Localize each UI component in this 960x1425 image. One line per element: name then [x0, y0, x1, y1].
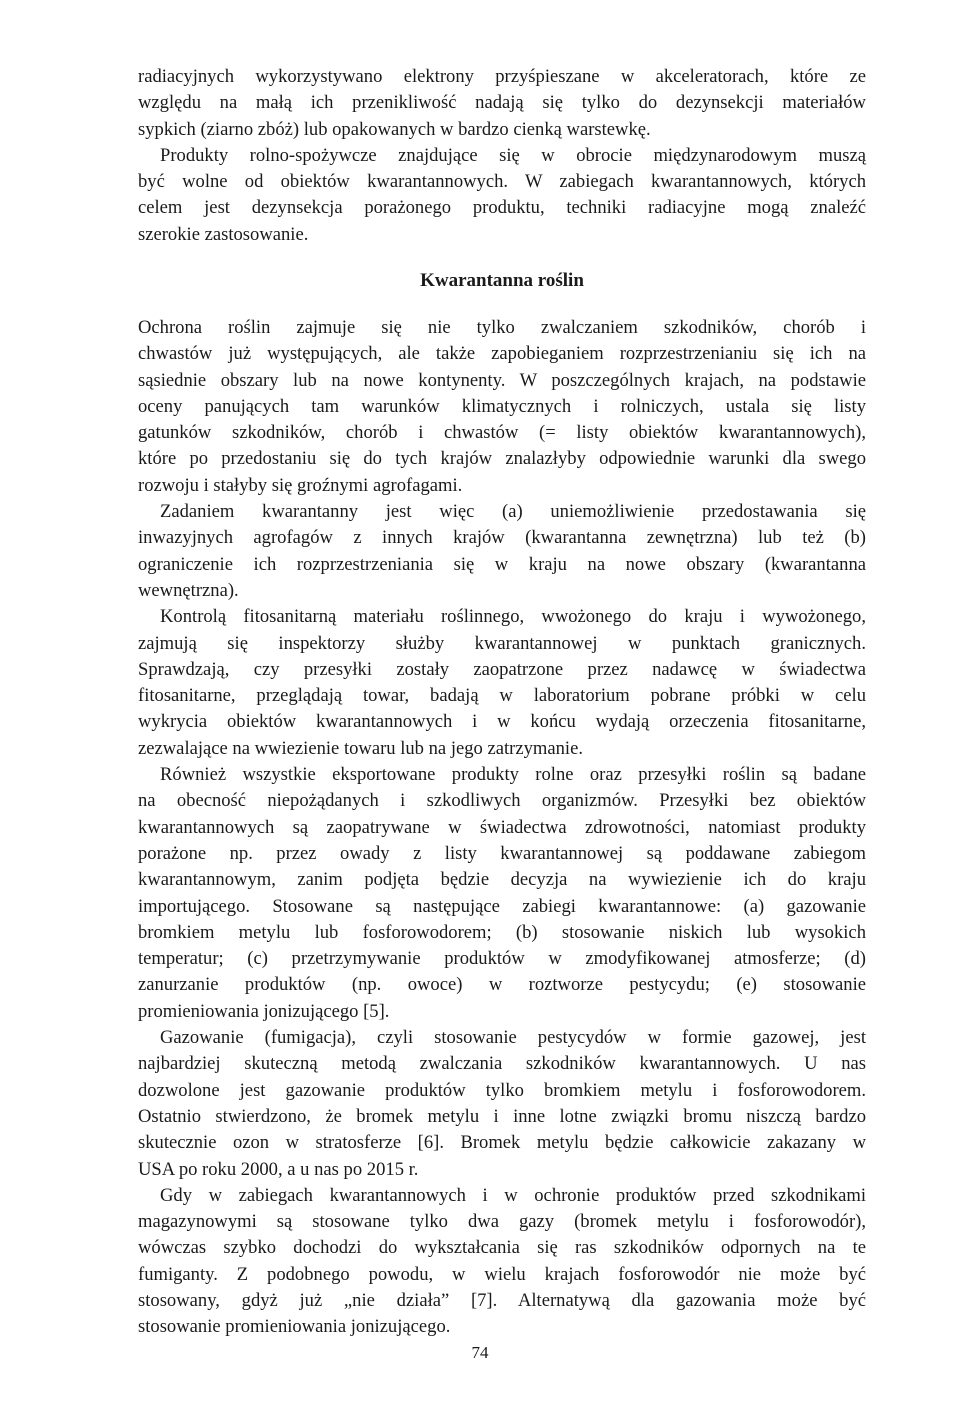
text-line: na obecność niepożądanych i szkodliwych organizmów. Przesyłki bez obiektów	[138, 790, 866, 812]
text-line: Również wszystkie eksportowane produkty rolne oraz przesyłki roślin są badane	[160, 764, 866, 786]
text-line: temperatur; (c) przetrzymywanie produktów w zmodyfikowanej atmosferze; (d)	[138, 948, 866, 970]
text-line: sąsiednie obszary lub na nowe kontynenty. W poszczególnych krajach, na podstawie	[138, 369, 866, 391]
text-line: Ochrona roślin zajmuje się nie tylko zwalczaniem szkodników, chorób i	[138, 317, 866, 338]
text-line: Produkty rolno-spożywcze znajdujące się w obrocie międzynarodowym muszą	[160, 144, 866, 166]
text-line: wewnętrzna).	[138, 579, 239, 601]
text-line: fitosanitarne, przeglądają towar, badają w laboratorium pobrane próbki w celu	[138, 685, 866, 707]
text-line: być wolne od obiektów kwarantannowych. W zabiegach kwarantannowych, których	[138, 171, 866, 193]
text-line: gatunków szkodników, chorób i chwastów (= listy obiektów kwarantannowych),	[138, 422, 866, 444]
text-line: dozwolone jest gazowanie produktów tylko bromkiem metylu i fosforowodorem.	[138, 1079, 866, 1101]
text-line: Gazowanie (fumigacja), czyli stosowanie pestycydów w formie gazowej, jest	[160, 1027, 866, 1049]
text-line: zezwalające na wwiezienie towaru lub na jego zatrzymanie.	[138, 737, 583, 759]
text-line: bromkiem metylu lub fosforowodorem; (b) stosowanie niskich lub wysokich	[138, 921, 866, 943]
text-line: najbardziej skuteczną metodą zwalczania szkodników kwarantannowych. U nas	[138, 1053, 866, 1075]
section-heading: Kwarantanna roślin	[420, 270, 584, 291]
text-line: fumiganty. Z podobnego powodu, w wielu krajach fosforowodór nie może być	[138, 1263, 866, 1285]
text-line: Ostatnio stwierdzono, że bromek metylu i inne lotne związki bromu niszczą bardzo	[138, 1105, 866, 1127]
text-line: importującego. Stosowane są następujące zabiegi kwarantannowe: (a) gazowanie	[138, 895, 866, 917]
text-line: skutecznie ozon w stratosferze [6]. Bromek metylu będzie całkowicie zakazany w	[138, 1132, 866, 1154]
text-line: względu na małą ich przenikliwość nadają się tylko do dezynsekcji materiałów	[138, 92, 866, 114]
text-line: radiacyjnych wykorzystywano elektrony przyśpieszane w akceleratorach, które ze	[138, 66, 866, 87]
text-line: oceny panujących tam warunków klimatycznych i rolniczych, ustala się listy	[138, 395, 866, 417]
text-line: które po przedostaniu się do tych krajów znalazłyby odpowiednie warunki dla swego	[138, 448, 866, 470]
text-line: inwazyjnych agrofagów z innych krajów (kwarantanna zewnętrzna) lub też (b)	[138, 527, 866, 549]
intro-paragraph	[138, 64, 866, 248]
text-line: rozwoju i stałyby się groźnymi agrofagami.	[138, 474, 463, 496]
page-number: 74	[471, 1343, 489, 1362]
text-line: chwastów już występujących, ale także zapobieganiem rozprzestrzenianiu się ich na	[138, 343, 866, 365]
text-line: zajmują się inspektorzy służby kwarantannowej w punktach granicznych.	[138, 632, 866, 654]
text-line: magazynowymi są stosowane tylko dwa gazy (bromek metylu i fosforowodór),	[138, 1211, 866, 1233]
text-line: ograniczenie ich rozprzestrzeniania się w kraju na nowe obszary (kwarantanna	[138, 553, 866, 575]
text-line: szerokie zastosowanie.	[138, 223, 309, 245]
text-line: porażone np. przez owady z listy kwarantannowej są poddawane zabiegom	[138, 842, 866, 864]
text-line: wykrycia obiektów kwarantannowych i w końcu wydają orzeczenia fitosanitarne,	[138, 711, 866, 733]
text-line: promieniowania jonizującego [5].	[138, 1000, 390, 1022]
text-line: kwarantannowym, zanim podjęta będzie decyzja na wywiezienie ich do kraju	[138, 869, 866, 891]
section-body	[138, 315, 866, 1341]
text-line: celem jest dezynsekcja porażonego produktu, techniki radiacyjne mogą znaleźć	[138, 197, 866, 219]
text-line: kwarantannowych są zaopatrywane w świadectwa zdrowotności, natomiast produkty	[138, 816, 866, 838]
text-line: wówczas szybko dochodzi do wykształcania się ras szkodników odpornych na te	[138, 1237, 866, 1259]
text-line: stosowany, gdyż już „nie działa” [7]. Alternatywą dla gazowania może być	[138, 1289, 866, 1311]
text-line: Gdy w zabiegach kwarantannowych i w ochronie produktów przed szkodnikami	[160, 1184, 866, 1206]
text-line: zanurzanie produktów (np. owoce) w roztworze pestycydu; (e) stosowanie	[138, 974, 866, 996]
text-line: stosowanie promieniowania jonizującego.	[138, 1316, 451, 1338]
text-line: Kontrolą fitosanitarną materiału roślinnego, wwożonego do kraju i wywożonego,	[160, 606, 866, 628]
text-line: Zadaniem kwarantanny jest więc (a) uniemożliwienie przedostawania się	[160, 501, 866, 523]
text-line: Sprawdzają, czy przesyłki zostały zaopatrzone przez nadawcę w świadectwa	[138, 658, 866, 680]
text-line: USA po roku 2000, a u nas po 2015 r.	[138, 1158, 419, 1180]
text-line: sypkich (ziarno zbóż) lub opakowanych w bardzo cienką warstewkę.	[138, 118, 651, 140]
